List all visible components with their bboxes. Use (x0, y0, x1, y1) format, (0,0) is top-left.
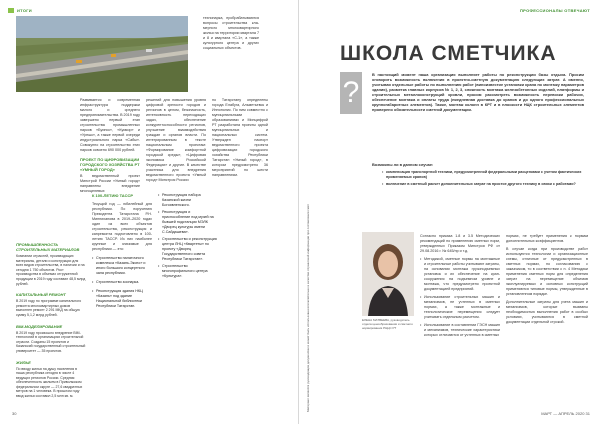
question-bullets (382, 170, 584, 189)
smart-city-paragraph: В ведомственный проект Минстрой России «Умный город» направлены внедрение многоцелевых (80, 174, 140, 193)
anniversary-paragraph: Текущий год — юбилейный для республики. По поручению Президента Татарстана Р.Н. Минниханова в 2019–2020 годах один из всех объектов строительства, реконструкция и капремонта подготовлено в 100-летию ТАССР. Из них наиболее крупные и значимые для республики — это: (92, 202, 152, 251)
left-page (0, 0, 299, 424)
section-header-label: ПРОФЕССИОНАЛЫ ОТВЕЧАЮТ (520, 8, 590, 13)
sidebar-text: По вводу жилья на душу населения в наша республика сегодня в числе 4 ведущих регионов России. Средняя обеспеченность жильем в Приволжском федеральном округе — 27,6 квадратных метров на 1 человека. В прошлом году ввод жилья составил 2,5 млн кв. м. (16, 366, 83, 399)
answer-paragraph: Согласно приказа 1.8 и 3.5 Методических рекомендаций по применению сметных норм, утвержденных Приказом Минстроя РФ от 29.08.2016 г. № 645/пр и т.д. (420, 234, 500, 253)
answer-paragraph: В случае когда при производстве работ используются технологии и организационные схемы, отличные от предусмотренных в сметных нормах, по согласованию с заказчиком, то в соответствии с п. 4 Методики применения сметных норм для определения затрат на перемещение объемов эксплуатируемых и основных конструкций применяются типовые нормы, утвержденные в установленном порядке. (506, 247, 588, 296)
list-item: • Реконструкция набора Казанской жизни Богоявленского. (158, 193, 218, 208)
list-item: • Строительство многопрофильного центра «Культура». (158, 264, 218, 279)
answer-column-2 (506, 234, 588, 328)
section-marker-icon (8, 8, 14, 13)
section-header-label: ИТОГИ (17, 8, 32, 13)
list-item: • Использование в составлении ГЭСН машин и механизмов, технические характеристики которых отличаются от учтенных в сметных (420, 323, 500, 338)
question-line: Возможны ли в данном случае: (372, 162, 434, 167)
road-construction-photo (16, 16, 188, 92)
column-d (92, 193, 152, 313)
sidebar-heading: КАПИТАЛЬНЫЙ РЕМОНТ (16, 292, 66, 298)
list-item: • Методикой, сметные нормы на монтажные и строительные работы учитывают затраты, на основании монтажа грузоподъемных установок и их обеспечение на кран-сооружения на подъемном уровне и монтажа, что предусмотрено проектной документацией предприятий. (420, 257, 500, 292)
column-b: решений для повышения уровня цифровой зрелости городов и регионов в целом, безопасность, интенсивность переходящих задач, обеспечение конкурентоспособности регионов, улучшение взаимодействия граждан и органов власти. По интегрированным в тексте национальным проектам: «Формирование комфортной городской среды», «Цифровая экономика Российской Федерации» и другие. В качестве участника для внедрения ведомственного проекта «Умный город» Минстроя России (146, 98, 206, 182)
page-footer: МАРТ — АПРЕЛЬ 2020 31 (541, 411, 590, 416)
person-photo (362, 232, 414, 316)
column-e (158, 193, 218, 281)
list-item: • Использование строительных машин и механизмов, не учтенных в сметных нормах, а также монтажные и технологические перемещения следует учитывать отдельным расчетом. (420, 295, 500, 320)
list-item: • компенсация транспортной техники, предусмотренной федеральными расценками с учетом фактических применяемых кранов) (382, 170, 584, 180)
right-page (300, 0, 600, 424)
column-a (80, 98, 140, 194)
expert-portrait (362, 232, 414, 316)
list-item: • включение в сметный расчет дополнительных затрат на простое другого технику в связи с работами? (382, 182, 584, 187)
section-header (520, 8, 590, 13)
page-title: ШКОЛА СМЕТЧИКА (340, 42, 557, 65)
aerial-road-image (16, 16, 188, 92)
smart-city-cities-paragraph: по Татарстану определены города Елабуга, Альметьевск и Иннополис. По ним совместно с муниципальными образованиями и Минцифрой РТ разработана проекты одной муниципальных и национальных систем. Утвержден паспорт ведомственного проекта цифровизации городского хозяйства Республики Татарстан «Умный город», в котором предусмотрено 36 мероприятий по шести направлениям. (212, 98, 268, 177)
question-mark-icon: ? (340, 72, 362, 114)
list-item: • Реконструкция здания НКЦ «Казань» под здание Национальной библиотеки Республики Татарстан. (92, 289, 152, 309)
sidebar-text: Компании отраслей, производящих материалы, детали и конструкции для всех видов строительства, в наличии и на сегодня 1 750 объектов. Рост производства в объемах отгруженной продукции в 2019 году составил 48,5 млрд рублей. (16, 254, 86, 286)
intro-paragraph: технопарка, пробрабатываются вопросы строительства кла-мерного многоквартирного жилья на территории квартала 7 и 8 и квартала «С-1», а также культурного центра и других социальных объектов. (203, 16, 260, 50)
list-item: • Строительство и реконструкция центра ЛНЦ «Квартеты» по проекту «Дворец Государственного совета Республики Татарстан». (158, 237, 218, 262)
list-item: • Строительство палаточного комплекса «Казань-Экспо» и иного большого концертного зала республики. (92, 256, 152, 276)
answer-paragraph: Дополнительные затраты для учета машин и механизмов, которые вызваны необходимостью выполнения работ в особых условиях, учитываются в сметной документации отдельной строкой. (506, 300, 588, 324)
stats-sidebar (16, 236, 86, 399)
answer-paragraph: нормах, не требует применения к нормам дополнительных коэффициентов. (506, 234, 588, 243)
sidebar-text: В 2019 году по программе капитального ремонта многоквартирных домов выполнен ремонт 2 291 МКД на общую сумму 5,1,2 млрд рублей. (16, 299, 82, 317)
sidebar-heading: BIM-МОДЕЛИРОВАНИЕ (16, 323, 63, 329)
sidebar-heading: ЖИЛЬЕ (16, 359, 31, 365)
vertical-note: Материал является руководящим документом и может быть использован исключительно в качестве справочной информации при составлении смет (306, 204, 310, 412)
page-number: 30 (12, 411, 17, 416)
list-item: • Строительство зоопарка. (92, 280, 152, 285)
industrial-parks-paragraph: Развивается и современная инфраструктура поддержки малого и среднего предпринимательства. В 2019 году завершено первый этап строительства промышленных парков «Буинск», «Кукмор» и «Урпшк», а также первой очереди индустриального парка «Сабы». Совокупно на строительство этих парков освоено 690 000 рублей. (80, 98, 141, 152)
list-item: • Реконструкция и приспособление под музей на бывшей подстанции МЭЛК «Дворец культуры имени С.Сайдашева». (158, 210, 218, 235)
sidebar-heading: ПРОМЫШЛЕННОСТЬ СТРОИТЕЛЬНЫХ МАТЕРИАЛОВ (16, 242, 80, 252)
portrait-caption: ЕЛЕНА МАТВЕЕВА, руководитель отдела ценообразования и сметного нормирования РЦЦС РТ (362, 318, 413, 330)
smart-city-heading: ПРОЕКТ ПО ЦИФРОВИЗАЦИИ ГОРОДСКОГО ХОЗЯЙСТВА РТ «УМНЫЙ ГОРОД» (80, 157, 140, 172)
answer-column-1 (420, 234, 500, 341)
question-text: В настоящий момент наша организация выполняет работы по реконструкции базы отдыха. Просим оговорить возможность включения в проектно-сметную документацию следующих затрат. А именно, учитывая отдельные работы по выполнению работ (виноизвестие установки крана по монтажу параметров здания), разметка главных корпусов № 1, 2, 3, сложность монтажа железобетонных изделий, платформы и строительных металлоконструкций кровли, просим рассмотреть возможность перевозки рабочих, обеспечение монтажа и оплаты труда (ежедневная доставка до кранов и до одного профессиональных крупногабаритных элементов). Также, монтаж колонн в КРТ и в плоскости НЦК строительных элементов проверено обязательности сметной документации. (372, 72, 584, 112)
anniversary-heading: К 100-ЛЕТИЮ ТАССР (92, 193, 134, 198)
sidebar-text: В 2019 году произошло внедрение BIM-технологий в организациях строительной отрасли. Созданы 15 проектов и Казанский государственный строительный университет — 35 проектов. (16, 330, 86, 353)
column-c (212, 98, 268, 178)
section-header (8, 8, 32, 13)
